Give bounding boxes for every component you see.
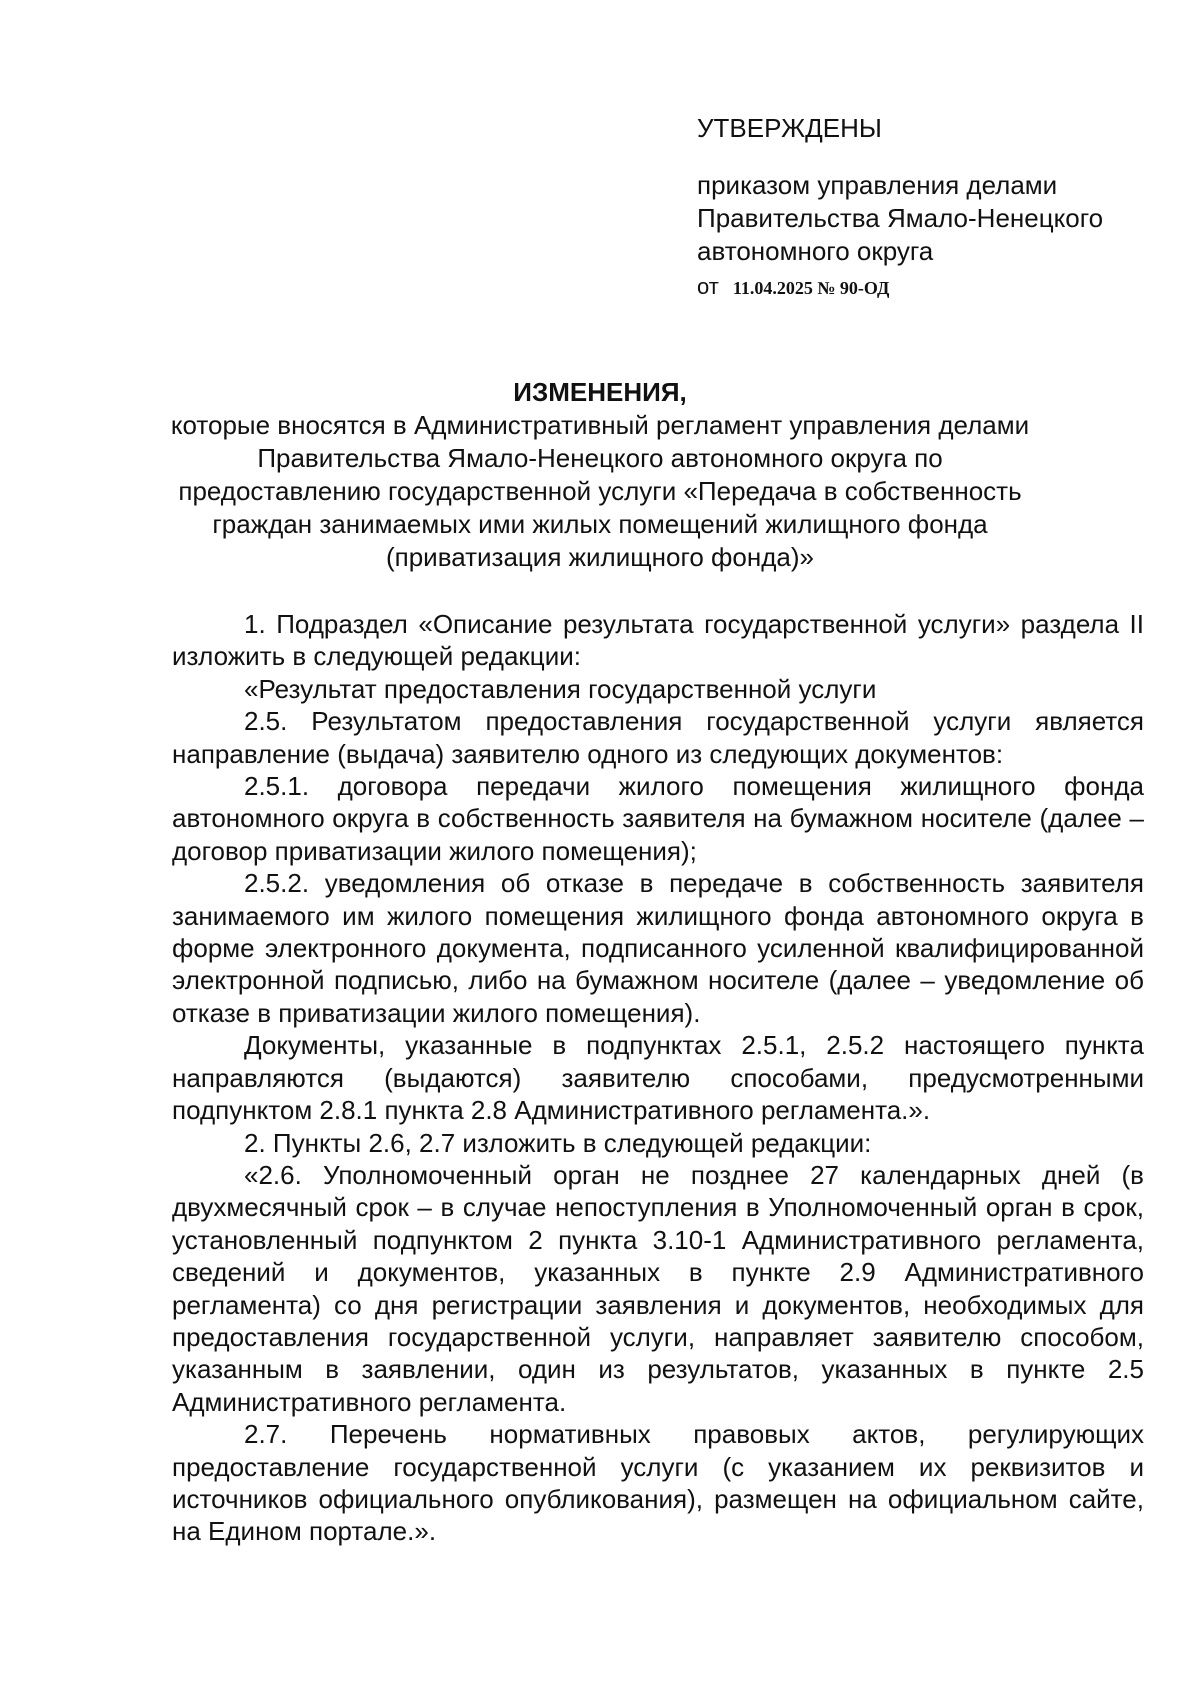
paragraph-7: 2. Пункты 2.6, 2.7 изложить в следующей редакции: — [244, 1127, 872, 1158]
title-subtitle-line: Правительства Ямало-Ненецкого автономного округа по — [257, 443, 943, 473]
approval-dateline — [697, 272, 1167, 303]
paragraph-2: «Результат предоставления государственной услуги — [244, 673, 877, 704]
title-subtitle-line: которые вносятся в Административный регламент управления делами — [170, 410, 1030, 440]
title-subtitle-line: (приватизация жилищного фонда)» — [385, 542, 815, 572]
paragraph-4: 2.5.1. договора передачи жилого помещения жилищного фонда автономного округа в собственность заявителя на бумажном носителе (далее – договор приватизации жилого помещения); — [172, 771, 1144, 866]
paragraph-3: 2.5. Результатом предоставления государственной услуги является направление (выдача) заявителю одного из следующих документов: — [172, 706, 1144, 769]
approval-heading: УТВЕРЖДЕНЫ — [697, 113, 882, 143]
date-prefix: от — [697, 274, 719, 299]
paragraph-1: 1. Подраздел «Описание результата государственной услуги» раздела II изложить в следующей редакции: — [172, 609, 1144, 672]
paragraph-9: 2.7. Перечень нормативных правовых актов, регулирующих предоставление государственной услуги (с указанием их реквизитов и источников официального опубликования), размещен на официальном сайте, на Едином портале.». — [172, 1419, 1144, 1547]
title-heading: ИЗМЕНЕНИЯ, — [513, 377, 687, 407]
document-title — [150, 376, 1050, 574]
approval-line-3: автономного округа — [697, 236, 934, 266]
title-subtitle-line: предоставлению государственной услуги «Передача в собственность — [178, 476, 1022, 506]
approval-block — [697, 112, 1167, 303]
paragraph-5: 2.5.2. уведомления об отказе в передаче в собственность заявителя занимаемого им жилого помещения жилищного фонда автономного округа в форме электронного документа, подписанного усиленной квалифицированной электронной подписью, либо на бумажном носителе (далее – уведомление об отказе в приватизации жилого помещения). — [172, 868, 1144, 1028]
paragraph-6: Документы, указанные в подпунктах 2.5.1, 2.5.2 настоящего пункта направляются (выдаются) заявителю способами, предусмотренными подпунктом 2.8.1 пункта 2.8 Административного регламента.». — [172, 1030, 1144, 1126]
document-body — [172, 608, 1144, 1548]
paragraph-8: «2.6. Уполномоченный орган не позднее 27 календарных дней (в двухмесячный срок – в случае непоступления в Уполномоченный орган в срок, установленный подпунктом 2 пункта 3.10-1 Административного регламента, сведений и документов, указанных в пункте 2.9 Административного регламента) со дня регистрации заявления и документов, необходимых для предоставления государственной услуги, направляет заявителю способом, указанным в заявлении, один из результатов, указанных в пункте 2.5 Административного регламента. — [172, 1159, 1144, 1417]
approval-line-2: Правительства Ямало-Ненецкого — [697, 203, 1104, 233]
title-subtitle-line: граждан занимаемых ими жилых помещений жилищного фонда — [212, 509, 988, 539]
approval-line-1: приказом управления делами — [697, 170, 1058, 200]
date-stamp: 11.04.2025 № 90-ОД — [732, 278, 890, 298]
